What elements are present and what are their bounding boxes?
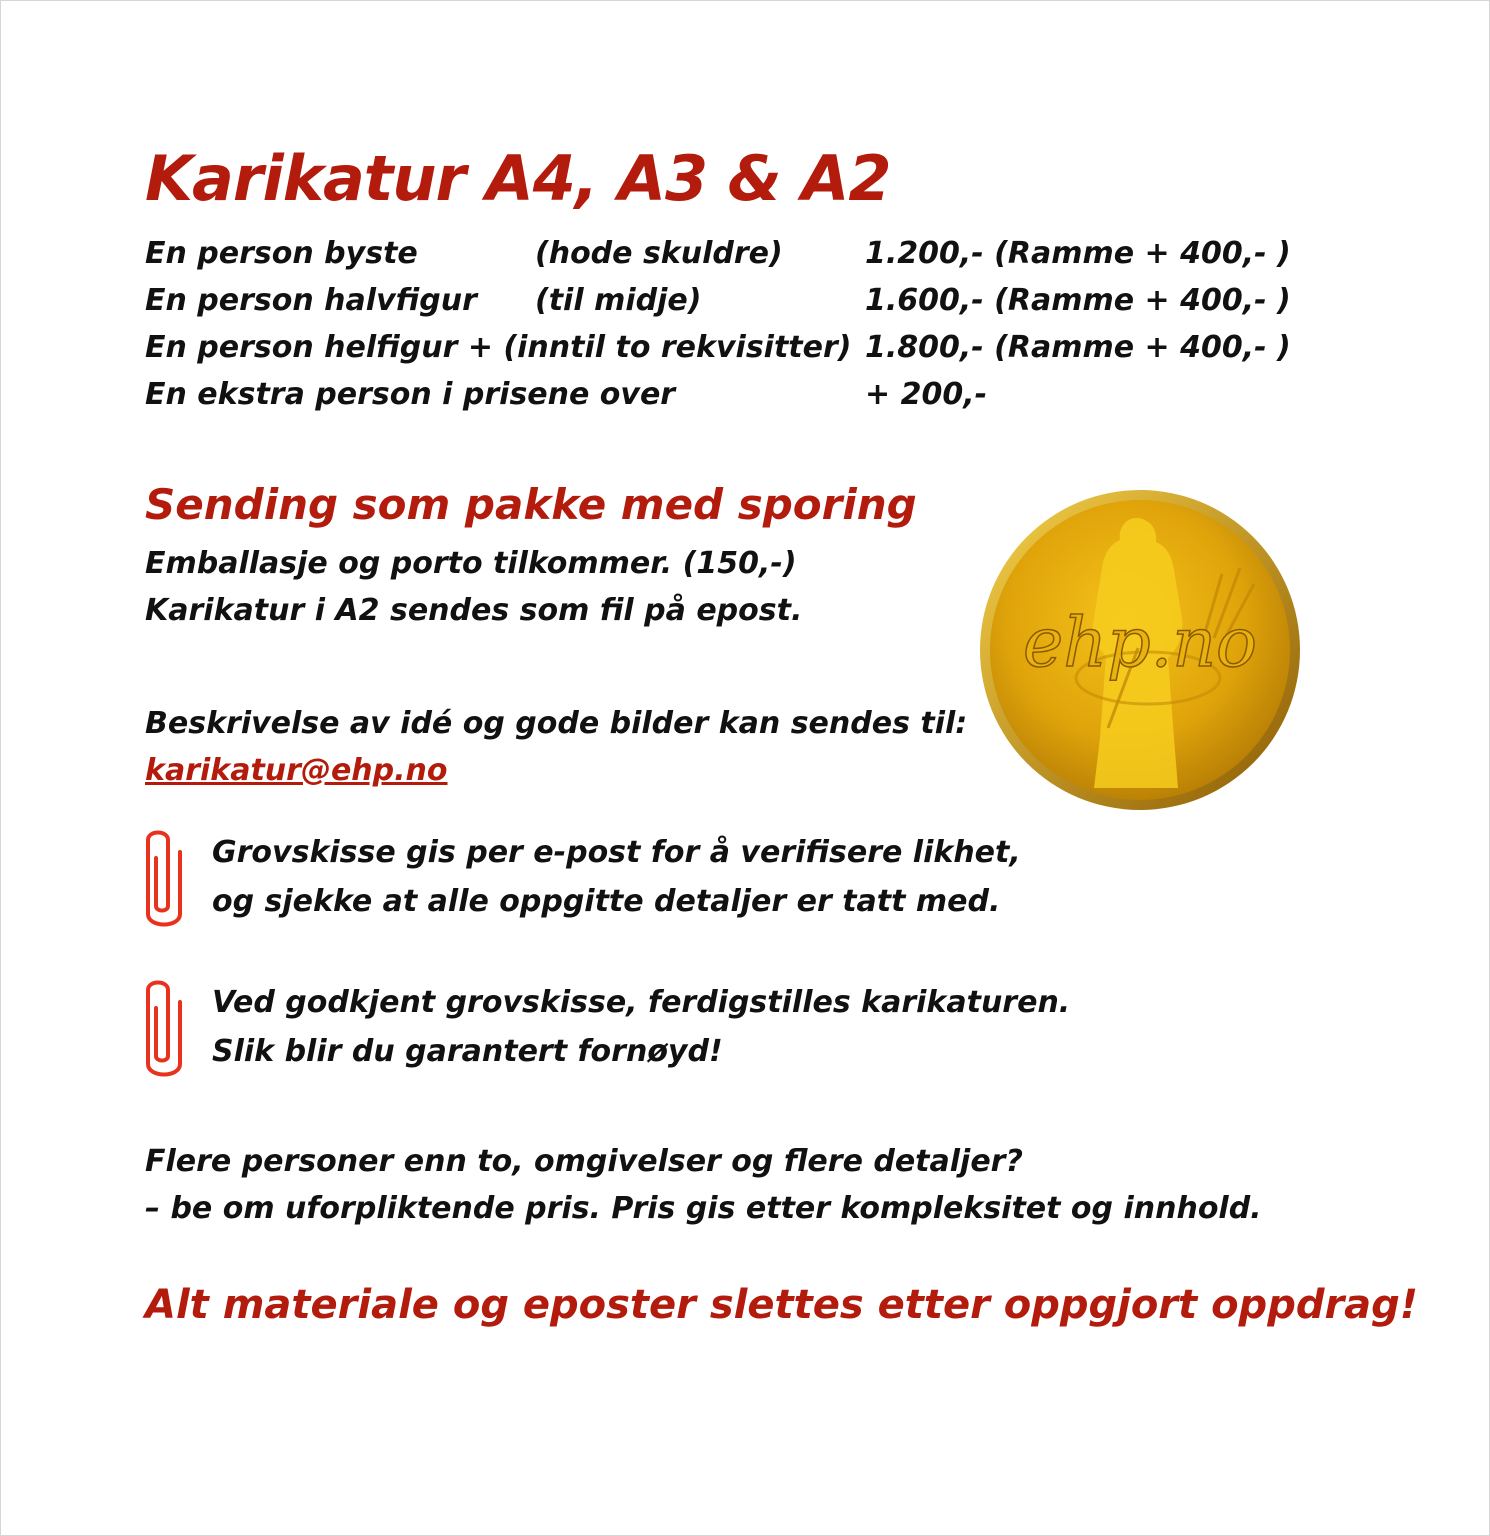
- shipping-heading: Sending som pakke med sporing: [145, 480, 917, 529]
- step-line: og sjekke at alle oppgitte detaljer er tatt med.: [212, 884, 1001, 919]
- shipping-text: [145, 540, 802, 634]
- price-item: En person byste: [145, 236, 418, 271]
- shipping-line: Karikatur i A2 sendes som fil på epost.: [145, 593, 803, 628]
- page-title: Karikatur A4, A3 & A2: [145, 142, 891, 215]
- more-info: [145, 1138, 1262, 1232]
- price-detail: (hode skuldre): [535, 236, 783, 271]
- step-line: Slik blir du garantert fornøyd!: [212, 1034, 723, 1069]
- ehp-logo-coin: [978, 488, 1302, 812]
- step-line: Ved godkjent grovskisse, ferdigstilles karikaturen.: [212, 985, 1071, 1020]
- price-value: 1.600,- (Ramme + 400,- ): [865, 283, 1291, 318]
- paperclip-icon: [140, 828, 184, 928]
- more-line: Flere personer enn to, omgivelser og flere detaljer?: [145, 1144, 1023, 1179]
- price-value: 1.200,- (Ramme + 400,- ): [865, 236, 1291, 271]
- price-value: 1.800,- (Ramme + 400,- ): [865, 330, 1291, 365]
- price-value: + 200,-: [865, 377, 988, 412]
- step-line: Grovskisse gis per e-post for å verifisere likhet,: [212, 835, 1021, 870]
- logo-text: ehp.no: [1023, 604, 1257, 683]
- price-item: En person halvfigur: [145, 283, 477, 318]
- footer-note: Alt materiale og eposter slettes etter oppgjort oppdrag!: [145, 1282, 1419, 1328]
- contact-block: [145, 700, 967, 794]
- email-link[interactable]: karikatur@ehp.no: [145, 753, 448, 788]
- price-item: En person helfigur + (inntil to rekvisitter): [145, 330, 852, 365]
- more-line: – be om uforpliktende pris. Pris gis etter kompleksitet og innhold.: [145, 1191, 1262, 1226]
- contact-text: Beskrivelse av idé og gode bilder kan sendes til:: [145, 706, 968, 741]
- price-detail: (til midje): [535, 283, 702, 318]
- shipping-line: Emballasje og porto tilkommer. (150,-): [145, 546, 797, 581]
- price-item: En ekstra person i prisene over: [145, 377, 676, 412]
- paperclip-icon: [140, 978, 184, 1078]
